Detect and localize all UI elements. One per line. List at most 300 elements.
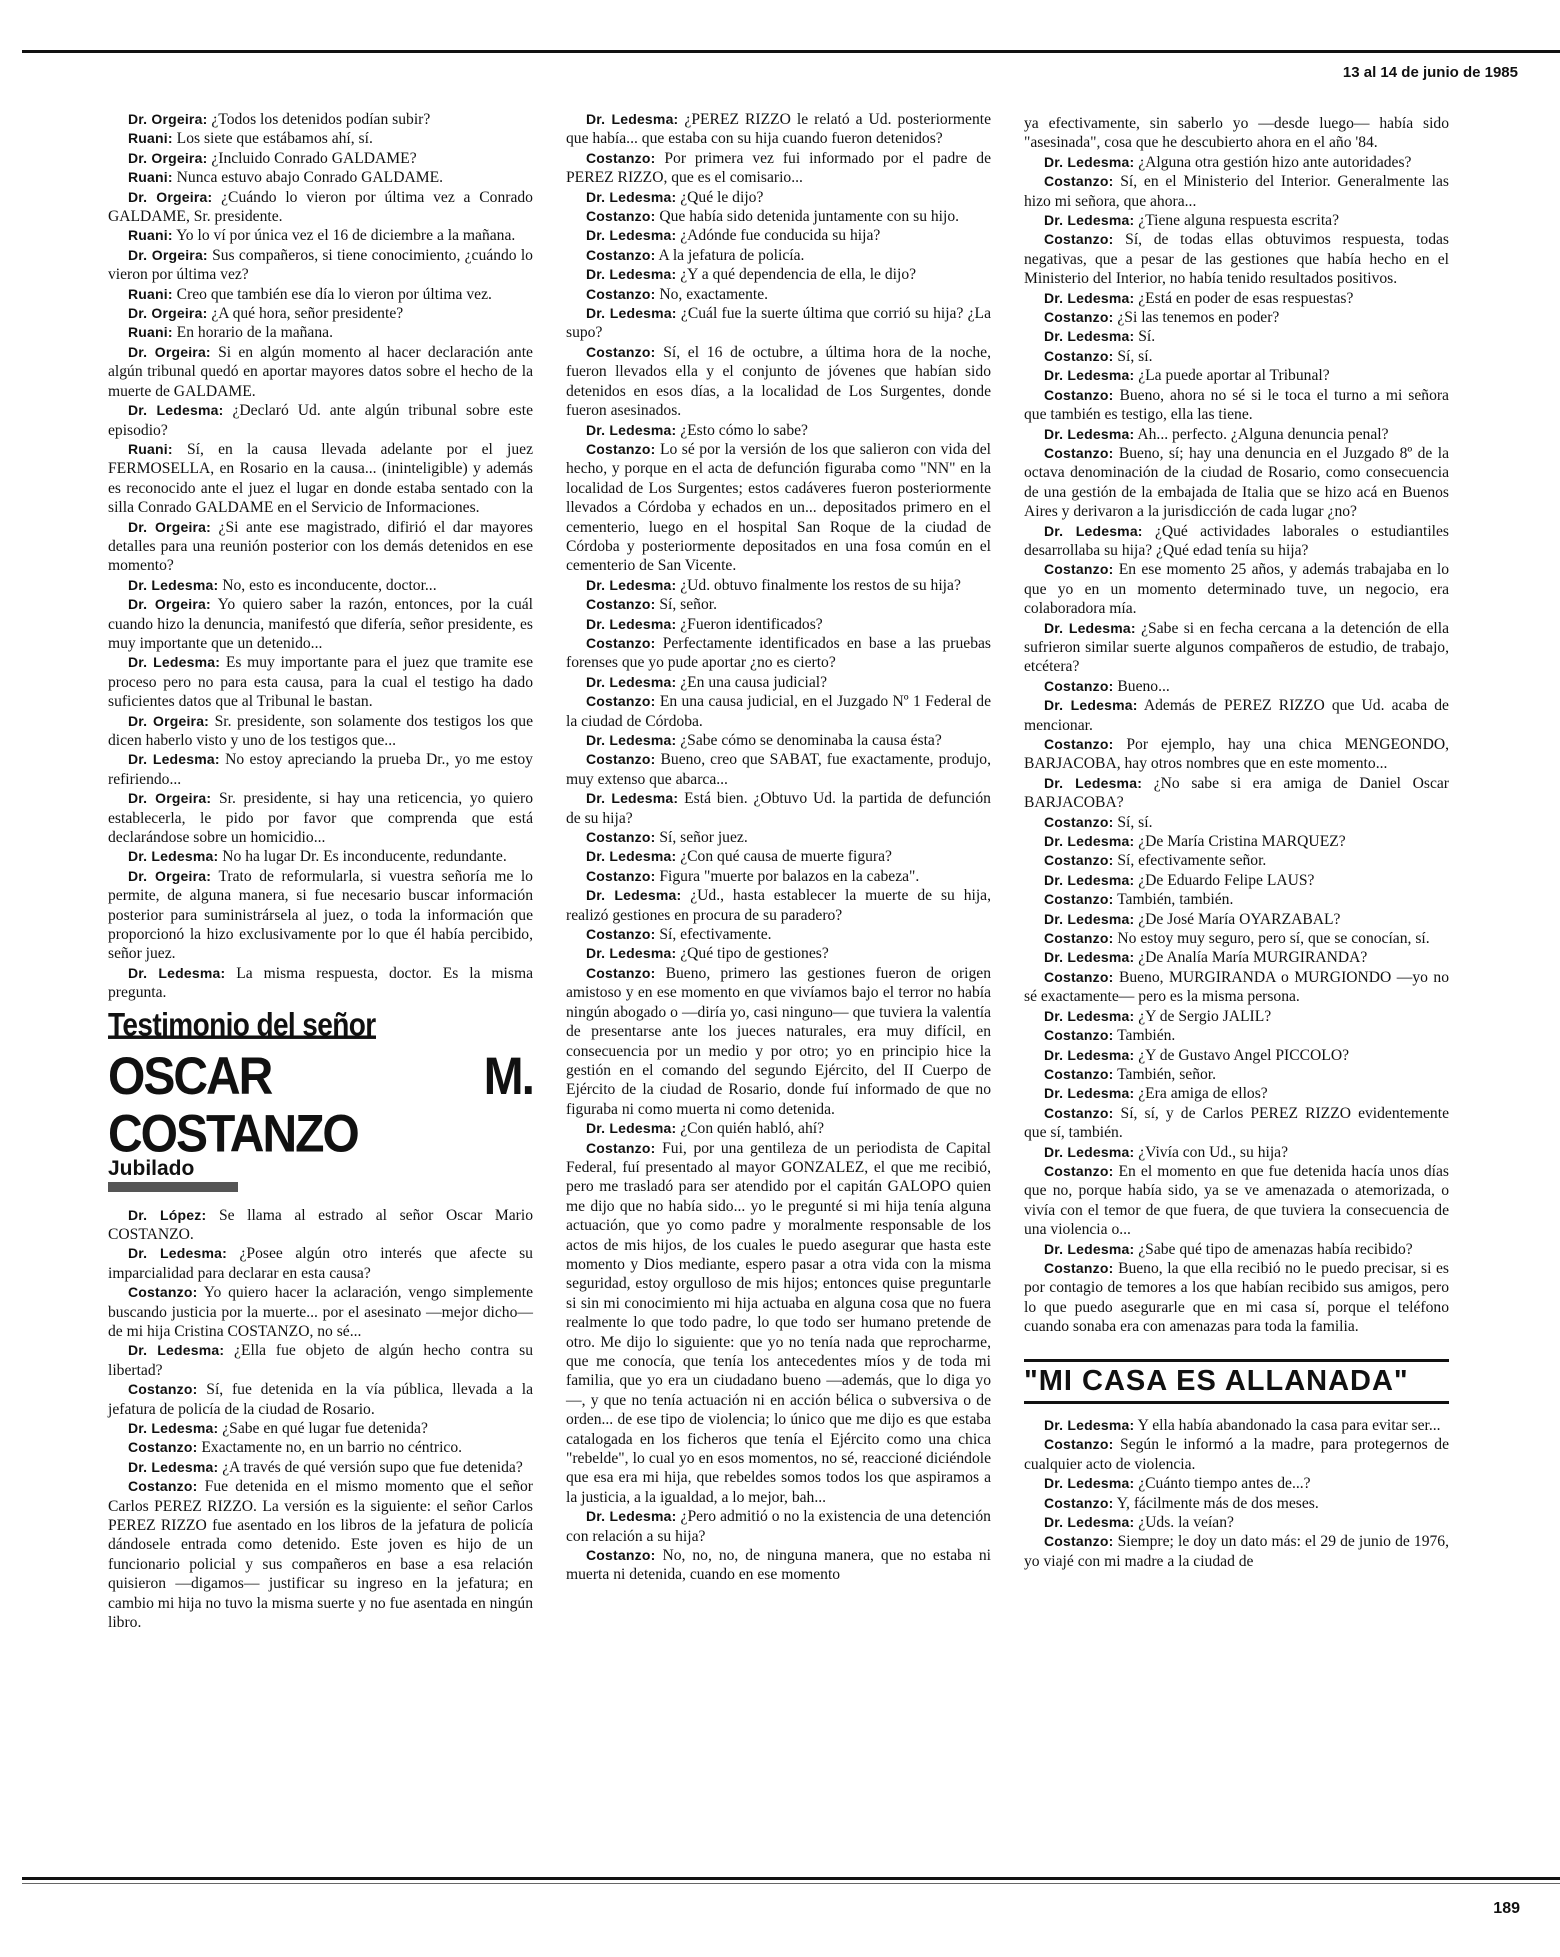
speaker-label: Dr. Ledesma: — [586, 887, 682, 904]
speaker-label: Costanzo: — [1044, 386, 1114, 403]
speaker-label: Dr. Ledesma: — [1044, 1514, 1135, 1531]
speaker-label: Costanzo: — [128, 1439, 198, 1456]
turn-text: Sí, sí, y de Carlos PEREZ RIZZO evidentemente que sí, también. — [1024, 1104, 1449, 1142]
speaker-label: Costanzo: — [586, 1139, 656, 1156]
turn-text: Lo sé por la versión de los que salieron con vida del hecho, y porque en el acta de defunción figuraba como "NN" en la localidad de Los Surgentes; estos cadáveres fueron posteriormente llevados a Córdoba y echados en un... depositados primero en el cementerio, luego en el hospital San Roque de la ciudad de Córdoba y posteriormente depositados en una fosa común en el cementerio de San Vicente. — [566, 440, 991, 575]
turn-text: Sí, sí. — [1117, 347, 1153, 365]
speaker-label: Dr. Orgeira: — [128, 111, 208, 127]
speaker-label: Dr. Orgeira: — [128, 149, 208, 166]
testimony-turn — [108, 712, 533, 751]
turn-text: Se llama al estrado al señor Oscar Mario COSTANZO. — [108, 1206, 533, 1243]
testimony-turn — [566, 789, 991, 828]
speaker-label: Costanzo: — [1044, 677, 1114, 694]
turn-text: ¿De Eduardo Felipe LAUS? — [1138, 871, 1315, 889]
testimony-turn — [1024, 890, 1449, 909]
testimony-turn — [566, 1139, 991, 1508]
speaker-label: Dr. Orgeira: — [128, 188, 213, 205]
turn-text: También. — [1117, 1027, 1176, 1045]
turn-text: Que había sido detenida juntamente con su hijo. — [659, 208, 960, 226]
testimony-turn — [1024, 1007, 1449, 1026]
turn-text: No, esto es inconducente, doctor... — [222, 576, 437, 594]
turn-text: Figura "muerte por balazos en la cabeza". — [659, 867, 920, 885]
turn-text: ¿Posee algún otro interés que afecte su imparcialidad para declarar en esta causa? — [108, 1245, 533, 1282]
testimony-turn — [1024, 968, 1449, 1007]
turn-text: ¿Sabe qué tipo de amenazas había recibido? — [1138, 1240, 1413, 1258]
speaker-label: Dr. Ledesma: — [586, 732, 677, 748]
testimony-turn — [566, 246, 991, 265]
testimony-turn — [1024, 289, 1449, 308]
testimony-turn — [566, 925, 991, 944]
speaker-label: Dr. Ledesma: — [128, 1342, 225, 1359]
speaker-label: Dr. Ledesma: — [586, 673, 677, 690]
turn-text: No ha lugar Dr. Es inconducente, redundante. — [222, 848, 507, 866]
turn-text: Bueno, MURGIRANDA o MURGIONDO —yo no sé exactamente— pero es la misma persona. — [1024, 968, 1449, 1006]
speaker-label: Costanzo: — [1044, 736, 1114, 752]
speaker-label: Dr. Ledesma: — [586, 615, 677, 632]
turn-text: Sr. presidente, son solamente dos testigos los que dicen haberlo visto y uno de los testigos que... — [108, 712, 534, 749]
speaker-label: Dr. Orgeira: — [128, 596, 211, 613]
testimony-turn — [1024, 347, 1449, 366]
speaker-label: Dr. Ledesma: — [1044, 1085, 1135, 1102]
turn-text: Los siete que estábamos ahí, sí. — [176, 130, 373, 148]
turn-text: Sí, sí. — [1117, 813, 1153, 831]
speaker-label: Costanzo: — [586, 149, 656, 166]
testimony-turn — [108, 1283, 533, 1341]
speaker-label: Dr. Ledesma: — [1044, 212, 1135, 229]
testimony-turn — [108, 964, 533, 1003]
turn-text: Por ejemplo, hay una chica MENGEONDO, BARJACOBA, hay otros nombres que en este momento... — [1024, 736, 1449, 773]
testimony-turn — [566, 595, 991, 614]
testimony-turn — [108, 149, 533, 168]
testimony-turn — [566, 421, 991, 440]
turn-text: Sí, en la causa llevada adelante por el juez FERMOSELLA, en Rosario en la causa... (ininteligible) y además es reconocido ante el juez el lugar en donde estaba sentado con la silla Conrado GALDAME en el Servicio de Informaciones. — [108, 440, 533, 517]
banner-rule-bottom — [1024, 1401, 1449, 1404]
testimony-turn — [566, 692, 991, 731]
testimony-turn — [566, 847, 991, 866]
turn-text: Yo quiero hacer la aclaración, vengo simplemente buscando justicia por la muerte... por el asesinato —mejor dicho— de mi hija Cristina COSTANZO, no sé... — [108, 1284, 533, 1340]
speaker-label: Dr. Ledesma: — [586, 1508, 677, 1525]
speaker-label: Dr. Ledesma: — [128, 848, 219, 865]
turn-text: ¿Uds. la veían? — [1138, 1514, 1234, 1532]
speaker-label: Costanzo: — [1044, 309, 1114, 326]
speaker-label: Costanzo: — [586, 246, 656, 263]
testimony-turn — [566, 343, 991, 421]
turn-text: Está bien. ¿Obtuvo Ud. la partida de defunción de su hija? — [566, 790, 991, 827]
turn-text: Sí, señor juez. — [659, 829, 748, 847]
testimony-turn — [1024, 1513, 1449, 1532]
turn-text: La misma respuesta, doctor. Es la misma pregunta. — [108, 964, 533, 1002]
testimony-turn — [566, 828, 991, 847]
speaker-label: Dr. Ledesma: — [1044, 289, 1135, 306]
speaker-label: Costanzo: — [1044, 1065, 1114, 1082]
speaker-label: Costanzo: — [1044, 930, 1114, 947]
turn-text: ¿Alguna otra gestión hizo ante autoridades? — [1138, 153, 1412, 171]
turn-text: ¿Cuál fue la suerte última que corrió su hija? ¿La supo? — [566, 305, 991, 342]
testimony-turn — [108, 1380, 533, 1419]
speaker-label: Costanzo: — [1044, 347, 1114, 364]
testimony-turn — [566, 576, 991, 595]
testimony-turn — [1024, 910, 1449, 929]
testimony-heading — [108, 1003, 533, 1192]
witness-occupation: Jubilado — [108, 1157, 195, 1181]
testimony-turn — [108, 1341, 533, 1380]
speaker-label: Dr. Ledesma: — [1044, 1417, 1135, 1433]
testimony-turn — [1024, 1143, 1449, 1162]
speaker-label: Dr. Ledesma: — [1044, 697, 1138, 714]
speaker-label: Dr. Orgeira: — [128, 343, 211, 360]
testimony-turn — [108, 653, 533, 711]
testimony-turn — [1024, 813, 1449, 832]
testimony-turn — [108, 304, 533, 323]
testimony-turn — [566, 265, 991, 284]
testimony-turn — [1024, 425, 1449, 444]
speaker-label: Ruani: — [128, 227, 173, 244]
speaker-label: Costanzo: — [586, 596, 656, 613]
turn-text: En ese momento 25 años, y además trabajaba en lo que yo en un momento determinado tuve, un negocio, era colaboradora mía. — [1024, 561, 1449, 618]
turn-text: Bueno... — [1117, 677, 1170, 695]
testimony-turn — [1024, 366, 1449, 385]
testimony-turn — [566, 731, 991, 750]
testimony-turn — [566, 964, 991, 1119]
speaker-label: Dr. Orgeira: — [128, 518, 212, 535]
speaker-label: Dr. Ledesma: — [128, 1245, 227, 1262]
speaker-label: Ruani: — [128, 285, 173, 302]
speaker-label: Costanzo: — [586, 829, 656, 846]
speaker-label: Costanzo: — [1044, 852, 1114, 869]
speaker-label: Dr. Ledesma: — [128, 964, 226, 981]
turn-text: ¿Ella fue objeto de algún hecho contra su libertad? — [108, 1342, 533, 1379]
turn-text: Según le informó a la madre, para protegernos de cualquier acto de violencia. — [1024, 1436, 1449, 1473]
turn-text: ¿La puede aportar al Tribunal? — [1138, 367, 1330, 385]
testimony-turn — [108, 1206, 533, 1245]
testimony-turn — [108, 1438, 533, 1457]
testimony-turn — [108, 440, 533, 518]
turn-text: Bueno, sí; hay una denuncia en el Juzgado 8º de la octava denominación de la ciudad de Rosario, como consecuencia de una gestión de la embajada de Italia que se hizo acá en Buenos Aires y derivaron a la jurisdicción de cada lugar ¿no? — [1024, 444, 1449, 521]
testimony-turn — [566, 440, 991, 576]
testimony-turn — [1024, 522, 1449, 561]
testimony-turn — [1024, 1046, 1449, 1065]
testimony-turn — [566, 1119, 991, 1138]
turn-text: Fui, por una gentileza de un periodista de Capital Federal, fuí presentado al mayor GONZALEZ, el que me recibió, pero me trasladó para ser atendido por el capitán GALOPO quien me dijo que no había sido... yo le pregunté si mi hija tenía alguna actuación, que yo como padre y moralmente responsable de los actos de mis hijos, de los cuales le puedo asegurar que hasta este momento y Dios mediante, espero pasar a otra vida con la misma seguridad, estoy orgulloso de mis hijos; entonces quise preguntarle si sin mi conocimiento mi hija actuaba en alguna cosa que no fuera realmente lo que todo padre, lo que todo ser humano pretende de otro. Me dijo lo siguiente: que yo no tenía nada que reprocharme, que me conocía, que tenía los antecedentes míos y de toda mi familia, que yo era un ciudadano bueno —además, que lo diga yo—, y que no tenía actuación ni en acción bélica o subversiva o de orden... de ese tipo de violencia; lo único que me dijo es que estaba catalogada en los ficheros que tenía el Ejército como una chica "rebelde", lo cual yo en esos momentos, no sé, reaccioné diciéndole que esa era mi hija, que rebeldes somos todos los que aspiramos a la justicia, a la igualdad, a lo mejor, bah... — [566, 1139, 991, 1506]
testimony-turn — [1024, 696, 1449, 735]
turn-text: Sí, señor. — [659, 596, 717, 614]
testimony-turn — [1024, 1259, 1449, 1337]
testimony-turn — [1024, 1162, 1449, 1240]
turn-text: Si en algún momento al hacer declaración ante algún tribunal quedó en aportar mayores datos sobre el hecho de la muerte de GALDAME. — [108, 343, 533, 400]
turn-text: ¿A qué hora, señor presidente? — [211, 305, 404, 323]
testimony-turn — [108, 323, 533, 342]
speaker-label: Costanzo: — [1044, 1259, 1114, 1276]
turn-text: Sí, efectivamente. — [659, 926, 772, 944]
testimony-turn — [1024, 832, 1449, 851]
speaker-label: Dr. Ledesma: — [128, 1419, 219, 1436]
turn-text: ¿Adónde fue conducida su hija? — [680, 227, 881, 245]
turn-text: ¿Y de Sergio JALIL? — [1138, 1007, 1272, 1025]
turn-text: También, señor. — [1117, 1065, 1217, 1083]
testimony-turn — [566, 867, 991, 886]
testimony-turn — [1024, 327, 1449, 346]
speaker-label: Dr. Ledesma: — [1044, 153, 1135, 170]
speaker-label: Costanzo: — [128, 1478, 198, 1495]
speaker-label: Dr. Ledesma: — [586, 945, 677, 962]
speaker-label: Dr. Ledesma: — [1044, 1475, 1135, 1492]
testimony-turn — [108, 188, 533, 227]
testimony-turn — [1024, 1532, 1449, 1571]
speaker-label: Dr. Ledesma: — [586, 421, 677, 438]
turn-text: Sus compañeros, si tiene conocimiento, ¿cuándo lo vieron por última vez? — [108, 246, 533, 284]
speaker-label: Dr. Ledesma: — [586, 790, 679, 807]
turn-text: Fue detenida en el mismo momento que el señor Carlos PEREZ RIZZO. La versión es la siguiente: el señor Carlos PEREZ RIZZO fue asentado en los libros de la jefatura de policía dándosele entrada como detenido. Este joven es hijo de un funcionario policial y sus compañeros en base a esa relación quisieron —digamos— justificar su ingreso en la jefatura; en cambio mi hija no tuvo la misma suerte y no fue asentada en ningún libro. — [108, 1478, 533, 1632]
turn-text: Sí. — [1138, 328, 1156, 346]
occupation-bar — [108, 1182, 238, 1192]
speaker-label: Costanzo: — [1044, 173, 1114, 190]
testimony-turn — [1024, 444, 1449, 522]
turn-text: ¿Sabe en qué lugar fue detenida? — [222, 1419, 428, 1437]
turn-text: ¿Vivía con Ud., su hija? — [1138, 1143, 1288, 1161]
speaker-label: Costanzo: — [128, 1284, 198, 1301]
column-3 — [1024, 114, 1449, 1571]
speaker-label: Costanzo: — [1044, 444, 1114, 461]
speaker-label: Dr. Orgeira: — [128, 246, 208, 263]
turn-text: Es muy importante para el juez que tramite ese proceso pero no para esta causa, para la cual el testigo ha dado suficientes datos que al Tribunal le bastan. — [108, 654, 534, 711]
turn-text: Perfectamente identificados en base a las pruebas forenses que yo pude aportar ¿no es cierto? — [566, 634, 991, 672]
testimony-turn — [1024, 1435, 1449, 1474]
testimony-turn — [1024, 1416, 1449, 1435]
speaker-label: Costanzo: — [586, 867, 656, 884]
testimony-turn — [108, 129, 533, 148]
section-intro: Testimonio del señor — [108, 1006, 376, 1043]
speaker-label: Dr. Ledesma: — [586, 305, 677, 322]
turn-text: ¿Ud. obtuvo finalmente los restos de su hija? — [680, 576, 961, 594]
testimony-turn — [1024, 1494, 1449, 1513]
speaker-label: Dr. Ledesma: — [128, 1458, 219, 1475]
testimony-turn — [1024, 1104, 1449, 1143]
speaker-label: Ruani: — [128, 169, 173, 186]
testimony-turn — [1024, 560, 1449, 618]
speaker-label: Costanzo: — [1044, 1027, 1114, 1044]
speaker-label: Dr. Ledesma: — [586, 188, 677, 205]
speaker-label: Ruani: — [128, 130, 173, 147]
testimony-turn — [1024, 735, 1449, 774]
turn-text: Sí, fue detenida en la vía pública, llevada a la jefatura de policía de la ciudad de Rosario. — [108, 1381, 533, 1418]
turn-text: Yo quiero saber la razón, entonces, por la cuál cuando hizo la denuncia, manifestó que difería, señor presidente, es muy importante que un detenido... — [108, 596, 533, 652]
turn-text: ¿Cuándo lo vieron por última vez a Conrado GALDAME, Sr. presidente. — [108, 188, 533, 226]
speaker-label: Dr. Ledesma: — [586, 266, 677, 283]
testimony-turn — [108, 1458, 533, 1477]
testimony-turn — [108, 847, 533, 866]
testimony-turn — [566, 944, 991, 963]
turn-text: ¿Fueron identificados? — [680, 615, 823, 633]
turn-text: En el momento en que fue detenida hacía unos días que no, porque había sido, ya se ve amenazada o atemorizada, o vivía con el temor de que fuera, de que tuviera la consecuencia de una violencia o... — [1024, 1162, 1449, 1239]
speaker-label: Costanzo: — [1044, 1494, 1114, 1511]
turn-text: ¿Con qué causa de muerte figura? — [680, 848, 892, 866]
testimony-turn — [108, 246, 533, 285]
turn-text: Nunca estuvo abajo Conrado GALDAME. — [176, 169, 444, 187]
turn-text: ¿Sabe cómo se denominaba la causa ésta? — [680, 732, 942, 749]
speaker-label: Costanzo: — [1044, 1162, 1114, 1179]
speaker-label: Dr. Ledesma: — [1044, 1046, 1135, 1063]
turn-text: ¿Era amiga de ellos? — [1138, 1085, 1268, 1103]
turn-text: En horario de la mañana. — [176, 324, 333, 342]
speaker-label: Dr. Ledesma: — [586, 1120, 677, 1137]
turn-text: ¿Ud., hasta establecer la muerte de su hija, realizó gestiones en procura de su paradero? — [566, 887, 991, 924]
turn-text: ¿Pero admitió o no la existencia de una detención con relación a su hija? — [566, 1508, 991, 1545]
testimony-turn — [108, 1477, 533, 1632]
speaker-label: Costanzo: — [1044, 1436, 1114, 1453]
testimony-turn — [566, 1546, 991, 1585]
speaker-label: Dr. Ledesma: — [1044, 1143, 1135, 1160]
turn-text: Trato de reformularla, si vuestra señoría me lo permite, de alguna manera, si fue necesario buscar información posterior para suministrársela al juez, o toda la información que proporcionó la hizo exclusivamente por lo que él había percibido, señor juez. — [108, 867, 533, 963]
turn-text: ¿Con quién habló, ahí? — [680, 1120, 825, 1138]
turn-text: ¿PEREZ RIZZO le relató a Ud. posteriormente que había... que estaba con su hija cuando fueron detenidos? — [566, 111, 992, 148]
speaker-label: Dr. Ledesma: — [1044, 425, 1135, 442]
turn-text: También, también. — [1117, 891, 1234, 909]
bottom-rule — [22, 1877, 1560, 1880]
turn-text: Sí, en el Ministerio del Interior. Generalmente las hizo mi señora, que ahora... — [1024, 173, 1449, 210]
testimony-turn — [1024, 1084, 1449, 1103]
speaker-label: Dr. López: — [128, 1206, 207, 1223]
turn-text: No estoy muy seguro, pero sí, que se conocían, sí. — [1117, 930, 1430, 948]
speaker-label: Costanzo: — [586, 343, 656, 360]
testimony-turn — [1024, 1474, 1449, 1493]
testimony-turn — [1024, 1026, 1449, 1045]
testimony-turn — [108, 518, 533, 576]
testimony-turn — [566, 304, 991, 343]
speaker-label: Dr. Ledesma: — [1044, 774, 1143, 791]
speaker-label: Dr. Ledesma: — [1044, 522, 1143, 539]
speaker-label: Costanzo: — [1044, 891, 1114, 908]
turn-text: Siempre; le doy un dato más: el 29 de junio de 1976, yo viajé con mi madre a la ciudad de — [1024, 1533, 1449, 1570]
turn-text: ¿Declaró Ud. ante algún tribunal sobre este episodio? — [108, 402, 533, 439]
speaker-label: Costanzo: — [1044, 1104, 1114, 1121]
turn-text: ¿Si las tenemos en poder? — [1117, 309, 1280, 327]
turn-text: Sí, de todas ellas obtuvimos respuesta, todas negativas, que a pesar de las gestiones que había hecho en el Ministerio del Interior, no había tenido resultados positivos. — [1024, 231, 1450, 288]
turn-text: ¿Y de Gustavo Angel PICCOLO? — [1138, 1046, 1350, 1064]
speaker-label: Ruani: — [128, 324, 173, 341]
turn-text: Bueno, creo que SABAT, fue exactamente, produjo, muy extenso que abarca... — [566, 751, 991, 788]
turn-text: ¿Y a qué dependencia de ella, le dijo? — [680, 266, 917, 284]
testimony-turn — [108, 867, 533, 964]
turn-text: ¿En una causa judicial? — [680, 673, 828, 691]
speaker-label: Costanzo: — [586, 751, 656, 768]
turn-text: ¿Incluido Conrado GALDAME? — [211, 149, 417, 167]
testimony-turn — [1024, 774, 1449, 813]
speaker-label: Costanzo: — [586, 926, 656, 943]
testimony-turn — [108, 576, 533, 595]
speaker-label: Dr. Orgeira: — [128, 305, 208, 322]
turn-text: ¿Cuánto tiempo antes de...? — [1138, 1475, 1311, 1493]
testimony-turn — [108, 595, 533, 653]
testimony-turn — [566, 226, 991, 245]
speaker-label: Dr. Ledesma: — [1044, 949, 1135, 966]
testimony-turn — [1024, 386, 1449, 425]
speaker-label: Dr. Ledesma: — [1044, 871, 1135, 888]
speaker-label: Dr. Ledesma: — [1044, 619, 1136, 636]
speaker-label: Dr. Ledesma: — [586, 111, 679, 127]
speaker-label: Dr. Ledesma: — [1044, 910, 1135, 927]
testimony-turn — [108, 1244, 533, 1283]
testimony-turn — [1024, 211, 1449, 230]
testimony-turn — [1024, 871, 1449, 890]
testimony-turn — [108, 1419, 533, 1438]
speaker-label: Costanzo: — [1044, 1533, 1114, 1550]
turn-text: Exactamente no, en un barrio no céntrico. — [201, 1439, 463, 1457]
testimony-turn — [1024, 677, 1449, 696]
testimony-turn — [1024, 929, 1449, 948]
speaker-label: Dr. Ledesma: — [586, 227, 677, 244]
turn-text: ¿Si ante ese magistrado, difirió el dar mayores detalles para una reunión posterior con los demás detenidos en ese momento? — [108, 518, 533, 575]
turn-text: ¿No sabe si era amiga de Daniel Oscar BARJACOBA? — [1024, 774, 1449, 812]
testimony-turn — [1024, 1065, 1449, 1084]
turn-text: ¿Qué le dijo? — [680, 188, 764, 206]
column-2 — [566, 110, 991, 1585]
testimony-turn — [1024, 851, 1449, 870]
speaker-label: Dr. Ledesma: — [586, 848, 677, 865]
testimony-turn — [566, 750, 991, 789]
speaker-label: Ruani: — [128, 440, 173, 457]
speaker-label: Costanzo: — [586, 634, 656, 651]
testimony-turn — [108, 110, 533, 129]
testimony-turn — [566, 285, 991, 304]
speaker-label: Costanzo: — [1044, 561, 1114, 578]
testimony-turn — [108, 285, 533, 304]
testimony-turn — [1024, 172, 1449, 211]
testimony-turn — [566, 1507, 991, 1546]
turn-text: Sí, el 16 de octubre, a última hora de la noche, fueron llevados ella y el conjunto de jóvenes que habían sido detenidos en esos días, a la localidad de Los Surgentes, donde fueron asesinados. — [566, 343, 991, 420]
testimony-turn — [1024, 948, 1449, 967]
testimony-turn — [108, 343, 533, 401]
testimony-turn — [108, 789, 533, 847]
turn-text: ¿De Analía María MURGIRANDA? — [1138, 949, 1368, 967]
turn-text: A la jefatura de policía. — [658, 246, 805, 264]
testimony-turn — [108, 226, 533, 245]
turn-text: Yo lo ví por única vez el 16 de diciembre a la mañana. — [176, 227, 516, 245]
section-banner: "MI CASA ES ALLANADA" — [1024, 1364, 1409, 1397]
turn-text: No, no, no, de ninguna manera, que no estaba ni muerta ni detenida, cuando en ese momento — [566, 1547, 991, 1584]
banner-rule-top — [1024, 1359, 1449, 1362]
speaker-label: Dr. Ledesma: — [128, 751, 220, 768]
testimony-turn — [566, 149, 991, 188]
turn-text: No, exactamente. — [659, 285, 769, 303]
testimony-turn — [1024, 153, 1449, 172]
testimony-turn — [1024, 619, 1449, 677]
turn-text: ¿Tiene alguna respuesta escrita? — [1138, 212, 1339, 230]
turn-text: ¿Esto cómo lo sabe? — [680, 421, 808, 439]
speaker-label: Costanzo: — [586, 440, 656, 457]
witness-name: OSCAR M. COSTANZO — [108, 1047, 533, 1164]
speaker-label: Dr. Ledesma: — [128, 576, 219, 593]
top-rule — [22, 50, 1560, 53]
turn-text: Por primera vez fui informado por el padre de PEREZ RIZZO, que es el comisario... — [566, 149, 991, 187]
speaker-label: Dr. Ledesma: — [128, 402, 224, 419]
turn-text: ¿Qué actividades laborales o estudiantiles desarrollaba su hija? ¿Qué edad tenía su hija? — [1024, 522, 1450, 559]
speaker-label: Dr. Ledesma: — [1044, 367, 1135, 384]
turn-text: Creo que también ese día lo vieron por última vez. — [176, 285, 492, 303]
speaker-label: Costanzo: — [586, 208, 656, 225]
testimony-turn — [108, 401, 533, 440]
testimony-turn — [566, 207, 991, 226]
speaker-label: Dr. Ledesma: — [128, 654, 221, 671]
testimony-turn — [566, 886, 991, 925]
speaker-label: Dr. Orgeira: — [128, 712, 210, 729]
turn-text: ¿Sabe si en fecha cercana a la detención de ella sufrieron similar suerte algunos compañeros de estudio, de trabajo, etcétera? — [1024, 619, 1449, 676]
speaker-label: Dr. Orgeira: — [128, 790, 212, 807]
turn-text: ¿De María Cristina MARQUEZ? — [1138, 833, 1346, 851]
speaker-label: Costanzo: — [586, 1547, 656, 1564]
speaker-label: Dr. Ledesma: — [1044, 1007, 1135, 1024]
testimony-turn — [566, 188, 991, 207]
turn-text: ¿Está en poder de esas respuestas? — [1138, 289, 1354, 307]
